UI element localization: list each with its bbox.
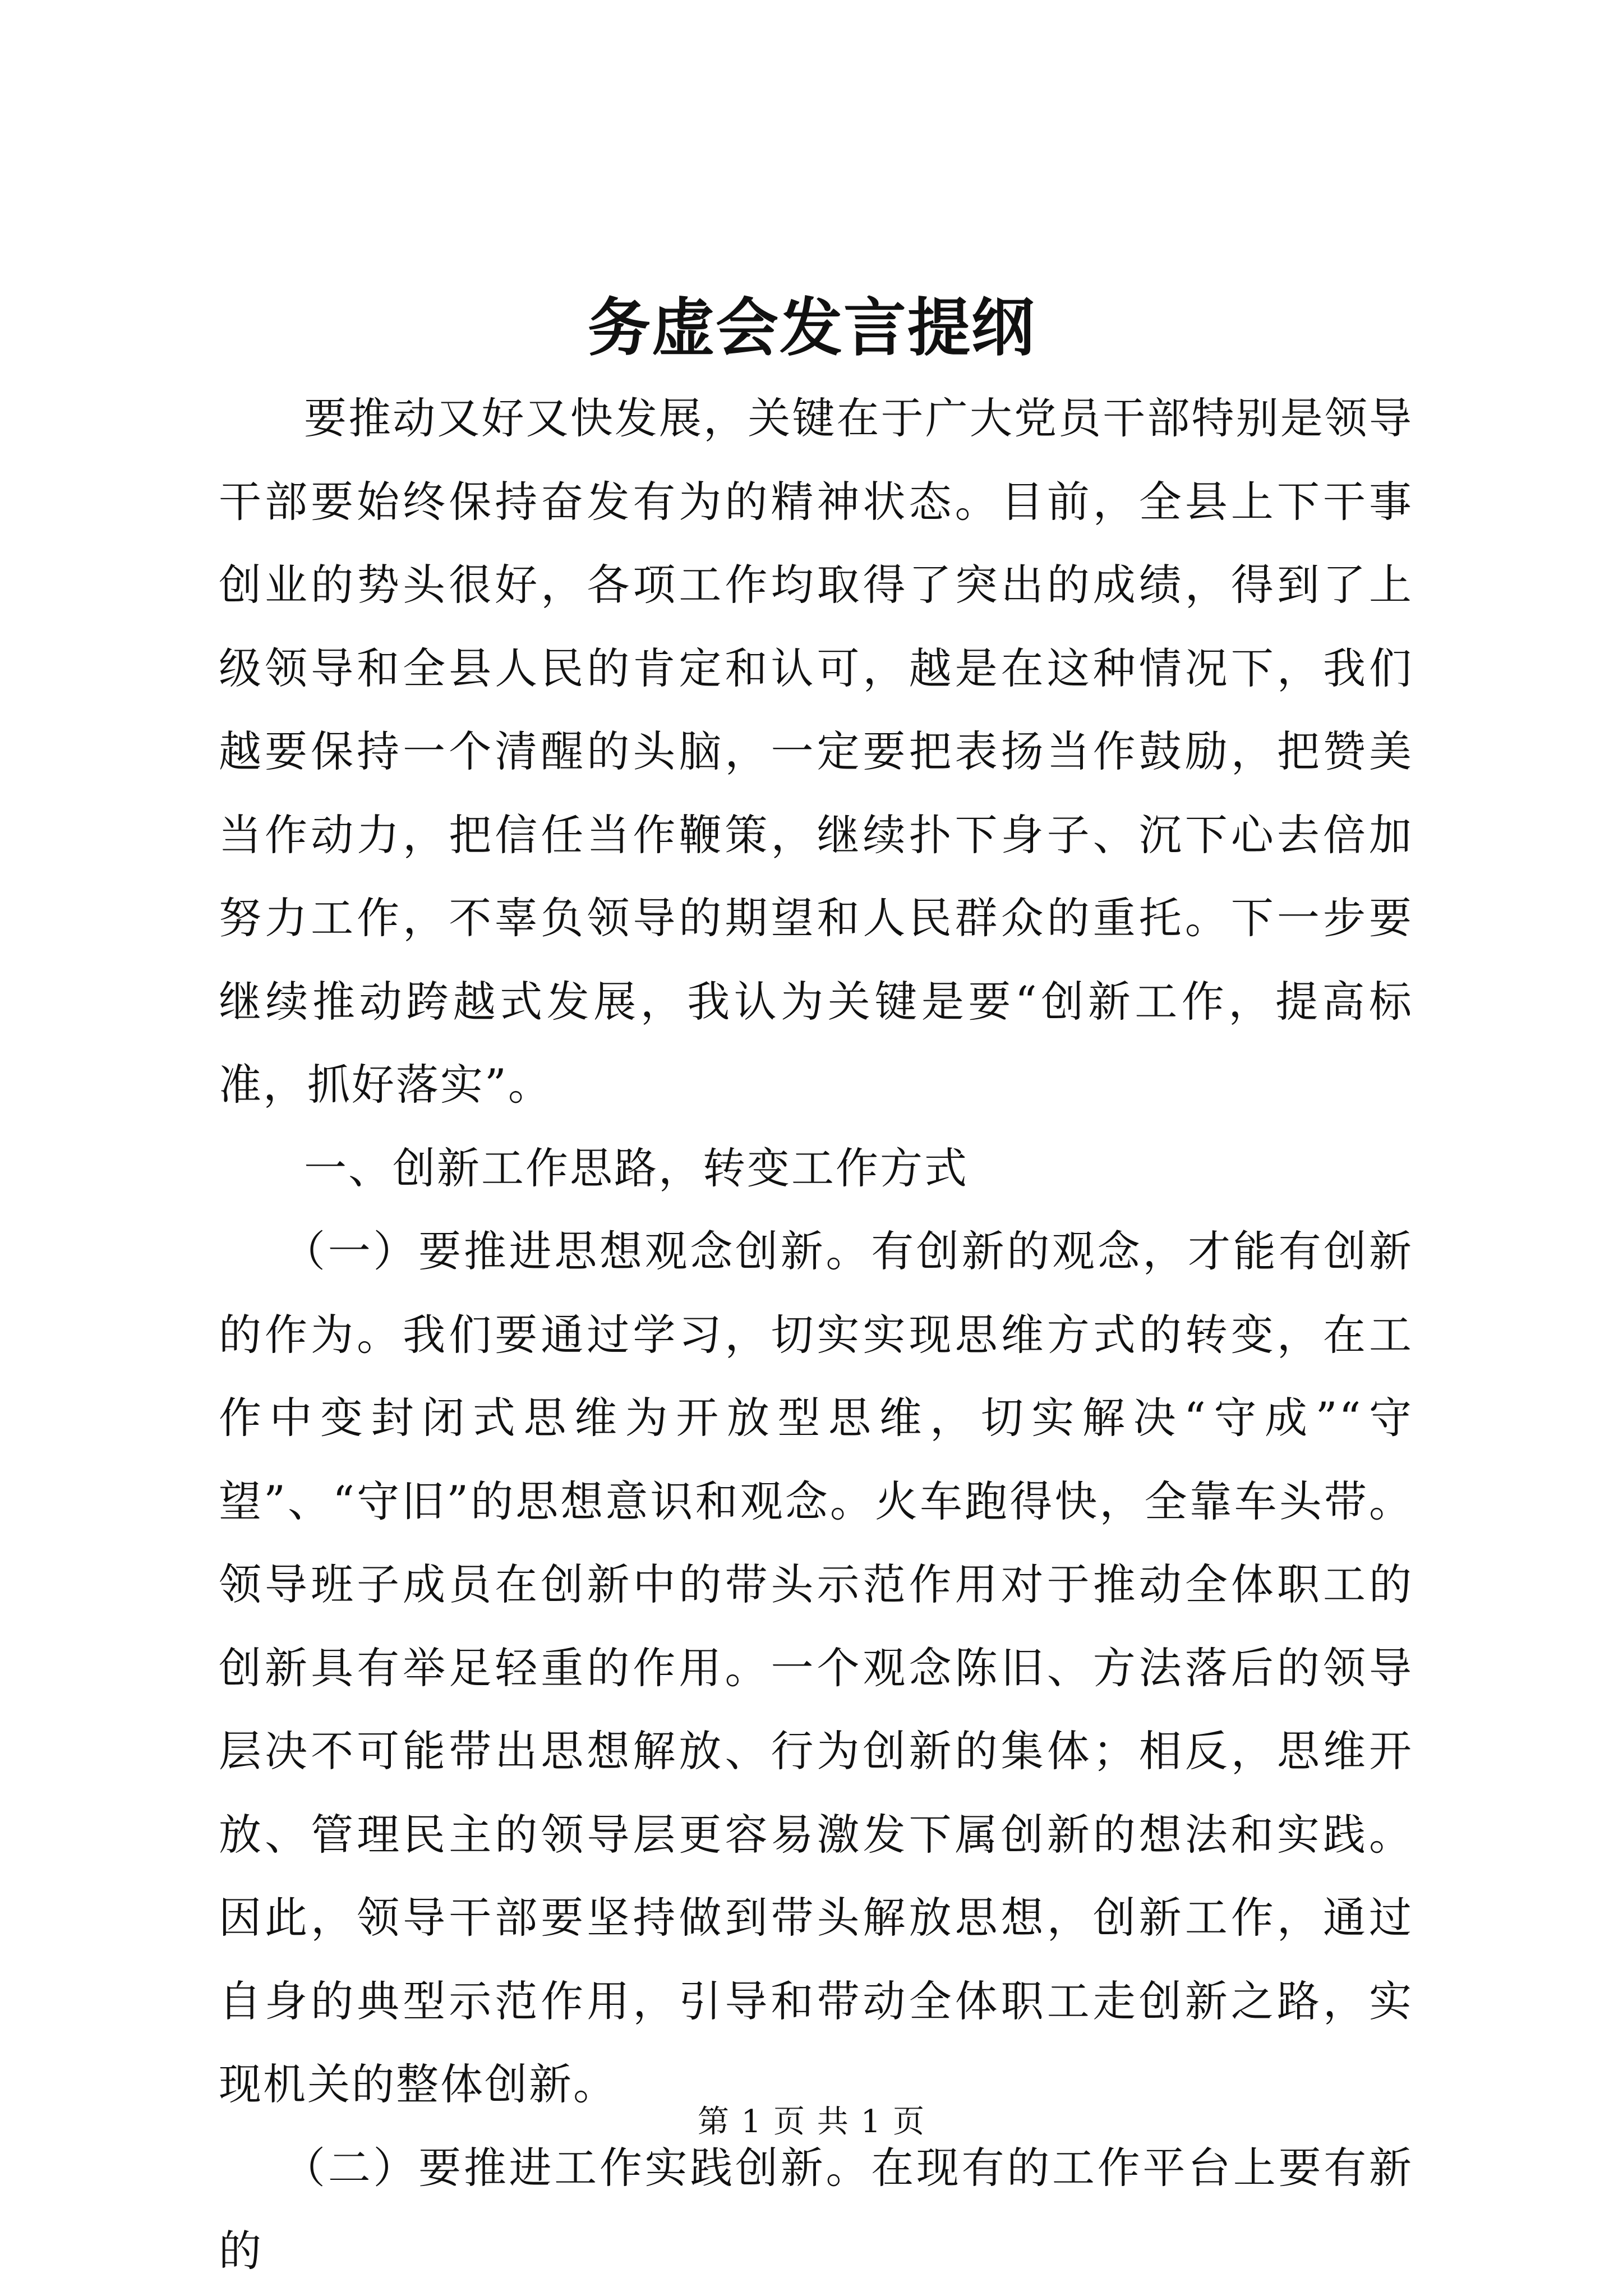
section-heading-1: 一、创新工作思路，转变工作方式 [304,1143,969,1193]
paragraph-subsection-1: （一）要推进思想观念创新。有创新的观念，才能有创新的作为。我们要通过学习，切实实现思维方式的转变，在工作中变封闭式思维为开放型思维，切实解决“守成”“守望”、“守旧”的思想意识和观念。火车跑得快，全靠车头带。领导班子成员在创新中的带头示范作用对于推动全体职工的创新具有举足轻重的作用。一个观念陈旧、方法落后的领导层决不可能带出思想解放、行为创新的集体；相反，思维开放、管理民主的领导层更容易激发下属创新的想法和实践。因此，领导干部要坚持做到带头解放思想，创新工作，通过自身的典型示范作用，引导和带动全体职工走创新之路，实现机关的整体创新。 [219,1226,1413,2109]
document-title: 务虚会发言提纲 [588,291,1035,365]
paragraph-subsection-2: （二）要推进工作实践创新。在现有的工作平台上要有新的 [219,2142,1413,2276]
document-body [219,377,1413,2293]
paragraph-intro: 要推动又好又快发展，关键在于广大党员干部特别是领导干部要始终保持奋发有为的精神状态。目前，全县上下干事创业的势头很好，各项工作均取得了突出的成绩，得到了上级领导和全县人民的肯定和认可，越是在这种情况下，我们越要保持一个清醒的头脑，一定要把表扬当作鼓励，把赞美当作动力，把信任当作鞭策，继续扑下身子、沉下心去倍加努力工作，不辜负领导的期望和人民群众的重托。下一步要继续推动跨越式发展，我认为关键是要“创新工作，提高标准，抓好落实”。 [219,393,1413,1110]
page-footer: 第 1 页 共 1 页 [697,2104,926,2140]
